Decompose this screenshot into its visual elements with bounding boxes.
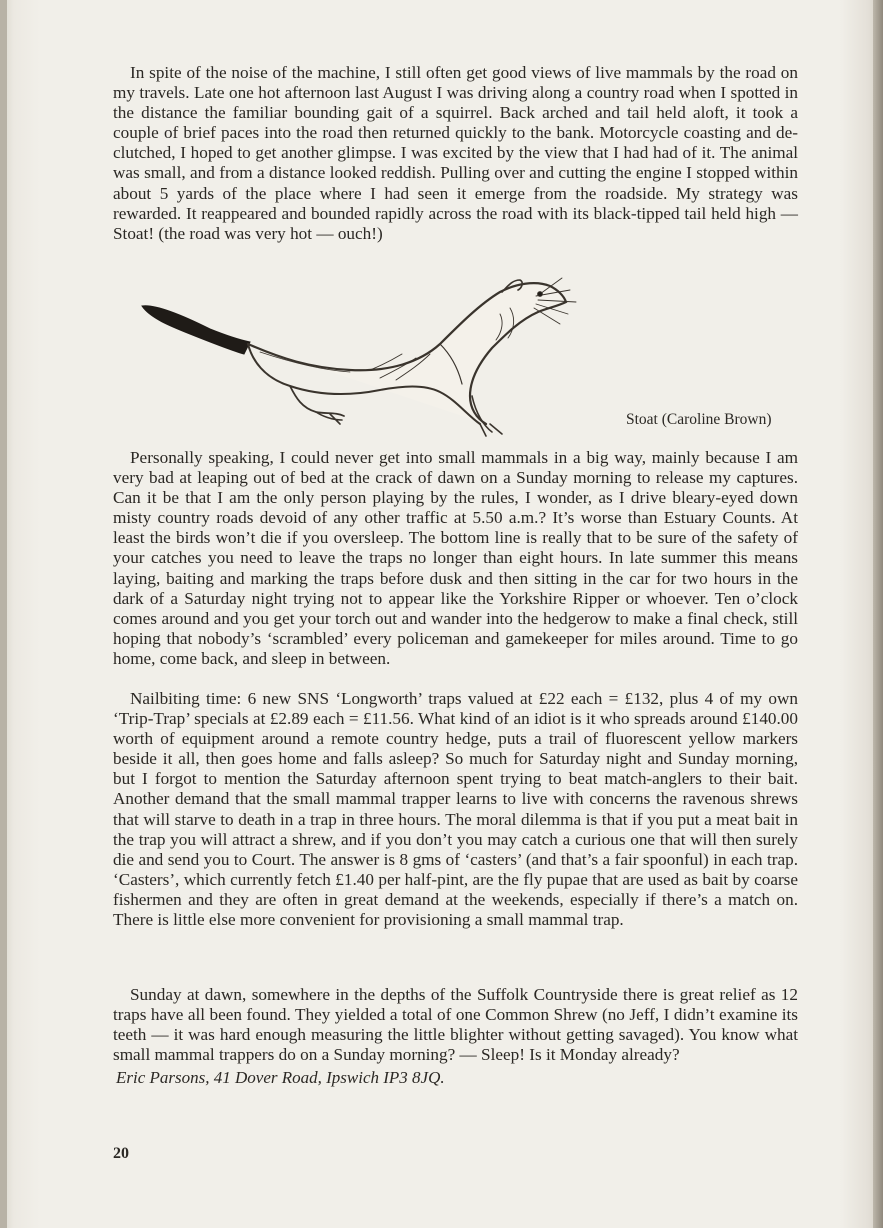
author-signature: Eric Parsons, 41 Dover Road, Ipswich IP3 8JQ.: [116, 1068, 445, 1087]
stoat-drawing-icon: [142, 278, 576, 436]
paragraph-1: In spite of the noise of the machine, I still often get good views of live mammals by the road on my travels. Late one hot afternoon last August I was driving along a country road when I spotted in the distance the familiar bounding gait of a squirrel. Back arched and tail held aloft, it took a couple of brief paces into the road then returned quickly to the bank. Motorcycle coasting and de-clutched, I hoped to get another glimpse. I was excited by the view that I had had of it. The animal was small, and from a distance looked reddish. Pulling over and cutting the engine I stopped within about 5 yards of the place where I had seen it emerge from the roadside. My strategy was rewarded. It reappeared and bounded rapidly across the road with its black-tipped tail held high — Stoat! (the road was very hot — ouch!): [113, 63, 798, 243]
stoat-illustration: [140, 274, 580, 440]
paragraph-2: Personally speaking, I could never get into small mammals in a big way, mainly because I am very bad at leaping out of bed at the crack of dawn on a Sunday morning to release my captures. Can it be that I am the only person playing by the rules, I wonder, as I drive bleary-eyed down misty country roads devoid of any other traffic at 5.50 a.m.? It’s worse than Estuary Counts. At least the birds won’t die if you oversleep. The bottom line is really that to be sure of the safety of your catches you need to leave the traps no longer than eight hours. In late summer this means laying, baiting and marking the traps before dusk and then sitting in the car for two hours in the dark of a Saturday night trying not to appear like the Yorkshire Ripper or whoever. Ten o’clock comes around and you get your torch out and wander into the hedgerow to make a final check, still hoping that nobody’s ‘scrambled’ every policeman and gamekeeper for miles around. Time to go home, come back, and sleep in between.: [113, 448, 798, 668]
page-edge-left: [0, 0, 7, 1228]
paragraph-3: Nailbiting time: 6 new SNS ‘Longworth’ traps valued at £22 each = £132, plus 4 of my own ‘Trip-Trap’ specials at £2.89 each = £11.56. What kind of an idiot is it who spreads around £140.00 worth of equipment around a remote country hedge, puts a trail of fluorescent yellow markers beside it all, then goes home and falls asleep? So much for Saturday night and Sunday morning, but I forgot to mention the Saturday afternoon spent trying to beat match-anglers to their bait. Another demand that the small mammal trapper learns to live with concerns the ravenous shrews that will starve to death in a trap in three hours. The moral dilemma is that if you put a meat bait in the trap you will attract a shrew, and if you don’t you may catch a curious one that will then surely die and send you to Court. The answer is 8 gms of ‘casters’ (and that’s a fair spoonful) in each trap. ‘Casters’, which currently fetch £1.40 per half-pint, are the fly pupae that are used as bait by coarse fishermen and they are often in great demand at the weekends, especially if there’s a match on. There is little else more convenient for provisioning a small mammal trap.: [113, 689, 798, 930]
figure-caption: Stoat (Caroline Brown): [626, 411, 772, 428]
page-edge-right: [873, 0, 883, 1228]
page-number: 20: [113, 1145, 129, 1162]
paragraph-4: Sunday at dawn, somewhere in the depths of the Suffolk Countryside there is great relief as 12 traps have all been found. They yielded a total of one Common Shrew (no Jeff, I didn’t examine its teeth — it was hard enough measuring the little blighter without getting savaged). You know what small mammal trappers do on a Sunday morning? — Sleep! Is it Monday already?: [113, 985, 798, 1065]
